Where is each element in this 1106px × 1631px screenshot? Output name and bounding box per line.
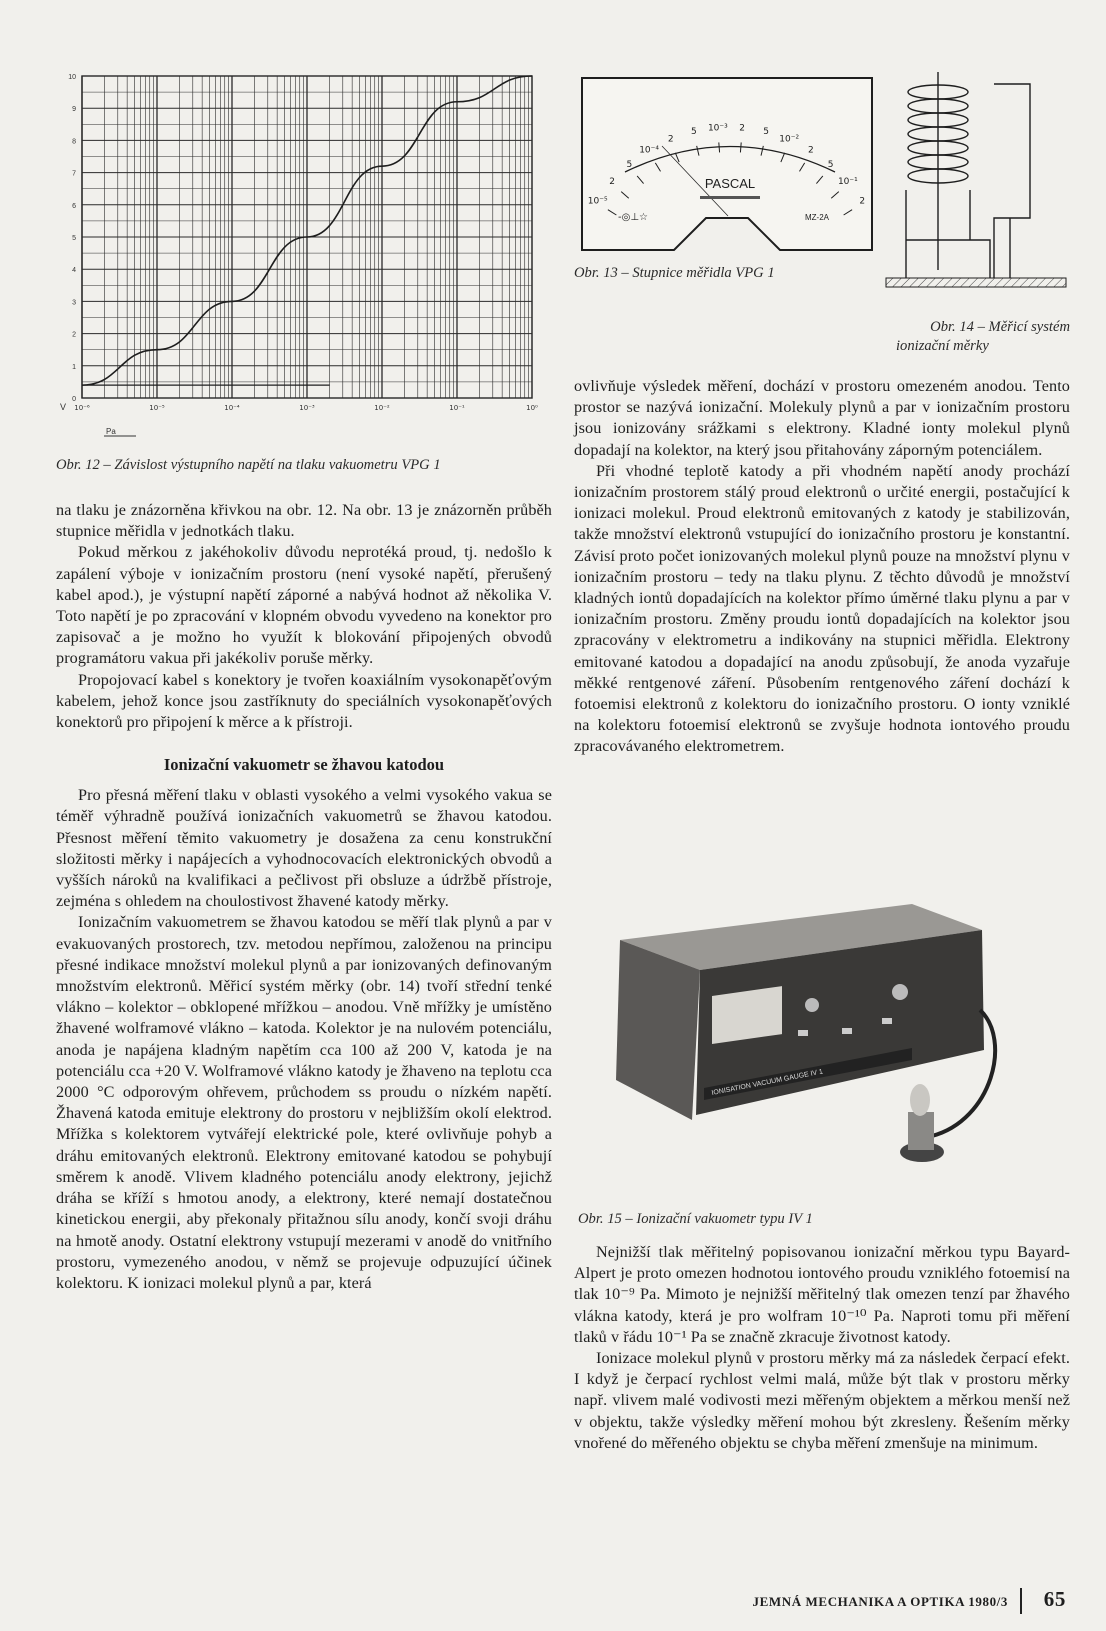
gauge-scale-label: 2 — [609, 176, 615, 187]
x-tick-label: 10⁰ — [526, 404, 538, 412]
right-text-column-upper — [574, 376, 1070, 758]
x-tick-label: 10⁻³ — [299, 404, 315, 412]
gauge-brand: PASCAL — [704, 176, 756, 191]
gauge-model: MZ-2A — [805, 213, 829, 222]
y-tick-label: 2 — [72, 331, 76, 339]
paragraph: ovlivňuje výsledek měření, dochází v prostoru omezeném anodou. Tento prostor se nazývá ionizační. Molekuly plynů a par v ionizačním prostoru jsou ionizovány srážkami s elektrony. Kladné ionty molekul plynů dopadají na kolektor, na který jsou přitahovány záporným potenciálem. — [574, 377, 1070, 459]
y-tick-label: 0 — [72, 396, 76, 403]
gauge-scale-label: 2 — [808, 145, 814, 156]
paragraph: Ionizace molekul plynů v prostoru měrky má za následek čerpací efekt. I když je čerpací rychlost velmi malá, může být tlak v prostoru měrky např. vlivem malé vodivosti mezi měřeným objektem a měrkou menší než v objektu, takže výsledky měření mohou být zkresleny. Řešením měrky vnořené do měřeného objektu se chyba měření zmenšuje na minimum. — [574, 1349, 1070, 1452]
gauge-scale-label: 5 — [691, 127, 697, 138]
x-tick-label: 10⁻¹ — [449, 404, 465, 412]
y-tick-label: 10 — [68, 74, 76, 81]
gauge-scale-label: 5 — [827, 159, 834, 170]
figure-12-chart — [56, 70, 546, 440]
x-tick-label: 10⁻⁶ — [74, 404, 90, 412]
figure-14-caption-line2: ionizační měrky — [896, 338, 989, 354]
anode-grid-frame — [906, 190, 990, 278]
x-axis-label: Pa — [106, 427, 116, 436]
y-tick-label: 3 — [72, 299, 76, 307]
knob — [892, 984, 908, 1000]
journal-name: JEMNÁ MECHANIKA A OPTIKA 1980/3 — [752, 1594, 1008, 1609]
y-tick-label: 7 — [72, 170, 76, 178]
figure-13-caption: Obr. 13 – Stupnice měřidla VPG 1 — [574, 265, 775, 281]
gauge-tube-glass — [910, 1084, 930, 1116]
paragraph: Propojovací kabel s konektory je tvořen koaxiálním vysokonapěťovým kabelem, jehož konce jsou zastříknuty do speciálních vysokonapěťových konektorů pro připojení k měrce a k přístroji. — [56, 670, 552, 732]
gauge-symbols-icon: -◎⊥☆ — [618, 212, 649, 223]
y-tick-label: 8 — [72, 138, 76, 146]
gauge-tube-body — [908, 1112, 934, 1150]
x-tick-label: 10⁻⁵ — [149, 404, 165, 412]
figure-14-caption-line1: Obr. 14 – Měřicí systém — [930, 319, 1070, 335]
y-tick-label: 5 — [72, 235, 76, 242]
base-plate — [886, 278, 1066, 287]
y-tick-label: 1 — [72, 363, 76, 371]
knob — [805, 998, 819, 1012]
paragraph: na tlaku je znázorněna křivkou na obr. 12. Na obr. 13 je znázorněn průběh stupnice měřidla v jednotkách tlaku. — [56, 501, 552, 541]
switch — [842, 1028, 852, 1034]
y-tick-labels — [68, 74, 76, 403]
meter-window — [712, 986, 782, 1044]
y-tick-label: 4 — [72, 267, 76, 275]
gauge-scale-label: 2 — [739, 123, 746, 134]
device-front-panel — [616, 940, 700, 1120]
figure-14-caption — [890, 318, 1070, 356]
y-tick-label: 9 — [72, 106, 76, 114]
page-number: 65 — [1043, 1587, 1066, 1611]
page-footer — [740, 1586, 1070, 1616]
section-heading: Ionizační vakuometr se žhavou katodou — [163, 755, 445, 775]
gauge-scale-label: 10⁻⁴ — [639, 145, 660, 156]
gauge-scale-label: 2 — [667, 134, 674, 145]
gauge-scale-label: 5 — [626, 159, 633, 170]
gauge-scale-label: 10⁻⁵ — [587, 196, 608, 207]
switch — [882, 1018, 892, 1024]
gauge-scale-label: 10⁻³ — [707, 123, 728, 134]
figure-14-measuring-system — [880, 70, 1070, 310]
figure-13-gauge-scale — [580, 76, 875, 252]
gauge-scale-label: 10⁻¹ — [837, 176, 858, 187]
figure-15-photo — [612, 900, 1022, 1205]
gauge-scale-label: 2 — [859, 196, 866, 207]
figure-15-caption: Obr. 15 – Ionizační vakuometr typu IV 1 — [578, 1211, 813, 1227]
footer-divider — [1020, 1588, 1022, 1614]
y-axis-label: V — [60, 402, 67, 412]
paragraph: Pokud měrkou z jakéhokoliv důvodu neprotéká proud, tj. nedošlo k zapálení výboje v ionizačním prostoru (není vysoké napětí, přerušený kabel apod.), je výstupní napětí záporné a nabývá hodnot až několika V. Toto napětí je po zpracování v klopném obvodu vyvedeno na konektor pro zapisovač a je možno ho využít k blokování připojených obvodů programátoru vakua při jakékoliv poruše měrky. — [56, 543, 552, 668]
device-label: IONISATION VACUUM GAUGE IV 1 — [711, 1068, 824, 1097]
right-text-column-lower — [574, 1242, 1070, 1454]
paragraph: Nejnižší tlak měřitelný popisovanou ionizační měrkou typu Bayard-Alpert je proto omezen hodnotou iontového proudu vzniklého fotoemisí na tlak 10⁻⁹ Pa. Mimoto je nejnižší měřitelný tlak omezen tenzí par žhavého vlákna katody, která je pro wolfram 10⁻¹⁰ Pa. Naproti tomu při měření tlaků v řádu 10⁻¹ Pa se značně zkracuje životnost katody. — [574, 1243, 1070, 1346]
gauge-small-print — [700, 196, 760, 199]
paragraph: Ionizačním vakuometrem se žhavou katodou se měří tlak plynů a par v evakuovaných prostorech, tzv. metodou nepřímou, založenou na principu přesné indikace množství molekul plynů a par ionizovaných definovaným množstvím elektronů. Měřicí systém měrky (obr. 14) tvoří střední tenké vlákno – kolektor – obklopené mřížkou – anodou. Vně mřížky je umístěno žhavené wolframové vlákno – katoda. Kolektor je na nulovém potenciálu, anoda je napájena kladným napětím cca 100 až 200 V, katoda je na potenciálu cca +20 V. Wolframové vlákno katody je žhaveno na teplotu cca 2000 °C odporovým ohřevem, průchodem ss proudu o nízkém napětí. Žhavená katoda emituje elektrony do prostoru v nejbližším okolí elektrod. Mřížka s kolektorem vytvářejí elektrické pole, které ovlivňuje pohyb a dráhu emitovaných elektronů. Elektrony emitované katodou se pohybují směrem k anodě. Vlivem kladného potenciálu anody elektrony, jejichž dráha se kříží s hmotou anody, a elektrony, které nemají dostatečnou kinetickou energii, aby překonaly přitažnou sílu anody, končí svoji dráhu na hmotě anody. Ostatní elektrony vstupují mezerami v anodě do vnitřního prostoru, vymezeného anodou, v němž se projevuje odpuzující účinek kolektoru. K ionizaci molekul plynů a par, která — [56, 913, 552, 1292]
gauge-scale-label: 5 — [763, 127, 769, 138]
paragraph: Při vhodné teplotě katody a při vhodném napětí anody prochází ionizačním prostorem stálý proud elektronů o určité energii, postačující k ionizaci molekul. Proud elektronů emitovaných z katody je stabilizován, takže množství elektronů vstupující do ionizačního prostoru je konstantní. Závisí proto počet ionizovaných molekul plynů pouze na množství plynu v ionizačním prostoru – tedy na tlaku plynu. Z těchto důvodů je množství kladných iontů dopadajících na kolektor přímo úměrné tlaku plynu a par v ionizačním prostoru. Změny proudu iontů dopadajících na kolektor jsou zpracovány v elektrometru a indikovány na stupnici měřidla. Elektrony emitované katodou a dopadající na anodu způsobují, že anoda vyzařuje měkké rentgenové záření. Působením rentgenového záření dochází k fotoemisi elektronů z kolektoru do ionizačního prostoru. O ionty vzniklé na kolektoru fotoemisí elektronů se zvyšuje hodnota iontového proudu zpracovávaného elektrometrem. — [574, 461, 1070, 756]
y-tick-label: 6 — [72, 202, 76, 210]
x-tick-label: 10⁻² — [374, 404, 390, 412]
electrode-lead-right — [994, 84, 1030, 278]
x-tick-labels — [74, 404, 538, 412]
figure-12-caption: Obr. 12 – Závislost výstupního napětí na tlaku vakuometru VPG 1 — [56, 457, 441, 473]
gauge-scale-label: 10⁻² — [779, 134, 800, 145]
paragraph: Pro přesná měření tlaku v oblasti vysokého a velmi vysokého vakua se téměř výhradně používá ionizačních vakuometrů se žhavou katodou. Přesnost měření těmito vakuometry je dosažena za cenu konstrukční složitosti měrky i napájecích a vyhodnocovacích elektronických obvodů a vyšších nároků na kvalifikaci a pečlivost při obsluze a údržbě přístroje, zejména s ohledem na choulostivost žhavené katody měrky. — [56, 786, 552, 911]
switch — [798, 1030, 808, 1036]
x-tick-label: 10⁻⁴ — [224, 404, 240, 412]
left-text-column — [56, 500, 552, 1294]
